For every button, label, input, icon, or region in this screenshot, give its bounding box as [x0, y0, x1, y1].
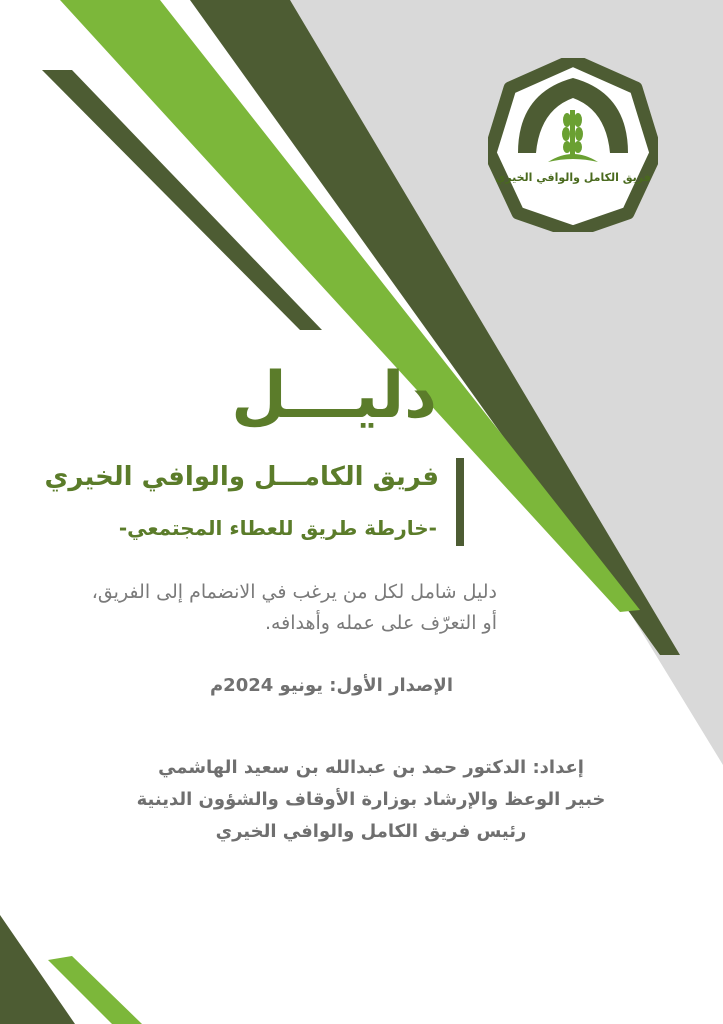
author-block [111, 752, 631, 848]
description-text: دليل شامل لكل من يرغب في الانضمام إلى الفريق، أو التعرّف على عمله وأهدافه. [91, 581, 497, 634]
page-title: دليـــل [231, 359, 437, 433]
edition-text: الإصدار الأول: يونيو 2024م [209, 675, 453, 696]
logo-text: فريق الكامل والوافي الخيري [495, 171, 651, 184]
team-name-title: فريق الكامـــل والوافي الخيري [44, 462, 439, 492]
team-logo [488, 58, 658, 232]
roadmap-subtitle: -خارطة طريق للعطاء المجتمعي- [118, 516, 437, 540]
author-line-2: خبير الوعظ والإرشاد بوزارة الأوقاف والشؤون الدينية [136, 789, 606, 810]
wheat-dome-logo-icon [488, 58, 658, 232]
author-line-1: إعداد: الدكتور حمد بن عبدالله بن سعيد الهاشمي [158, 757, 584, 778]
title-divider [456, 458, 464, 546]
author-line-3: رئيس فريق الكامل والوافي الخيري [215, 821, 527, 842]
